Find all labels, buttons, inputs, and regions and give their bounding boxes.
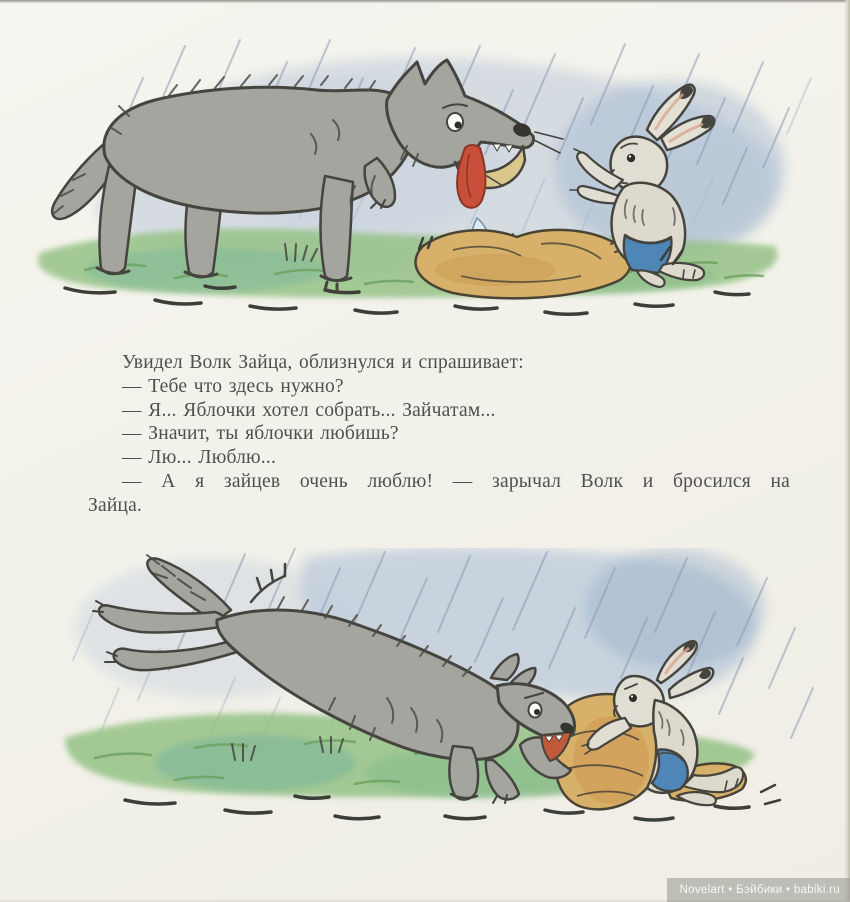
story-text (88, 351, 790, 518)
wolf-front-leg (321, 176, 354, 281)
story-line: — Тебе что здесь нужно? (122, 375, 344, 397)
illustration-wolf-meets-hare (25, 38, 830, 328)
story-line: Зайца. (88, 494, 143, 516)
story-line: — Значит, ты яблочки любишь? (122, 423, 399, 445)
hare-eye (629, 694, 637, 702)
hare-foot (677, 792, 716, 805)
motion-marks (761, 785, 780, 804)
story-line: — А я зайцев очень люблю! — зарычал Волк и бросился на (122, 470, 790, 492)
sack (415, 230, 631, 298)
watermark-text: Novelart • Бэйбики • babiki.ru (679, 884, 840, 896)
wolf-eye (447, 113, 463, 131)
wolf-front-leg (449, 746, 478, 799)
page-top-edge (0, 0, 850, 3)
illustration-wolf-lunges (55, 548, 850, 853)
watermark (667, 878, 850, 902)
story-line: — Я... Яблочки хотел собрать... Зайчатам... (122, 399, 496, 421)
story-line: — Лю... Люблю... (122, 447, 277, 469)
story-line: Увидел Волк Зайца, облизнулся и спрашивает: (122, 352, 524, 373)
ground-marks (125, 796, 749, 820)
hare-eye (627, 154, 635, 162)
